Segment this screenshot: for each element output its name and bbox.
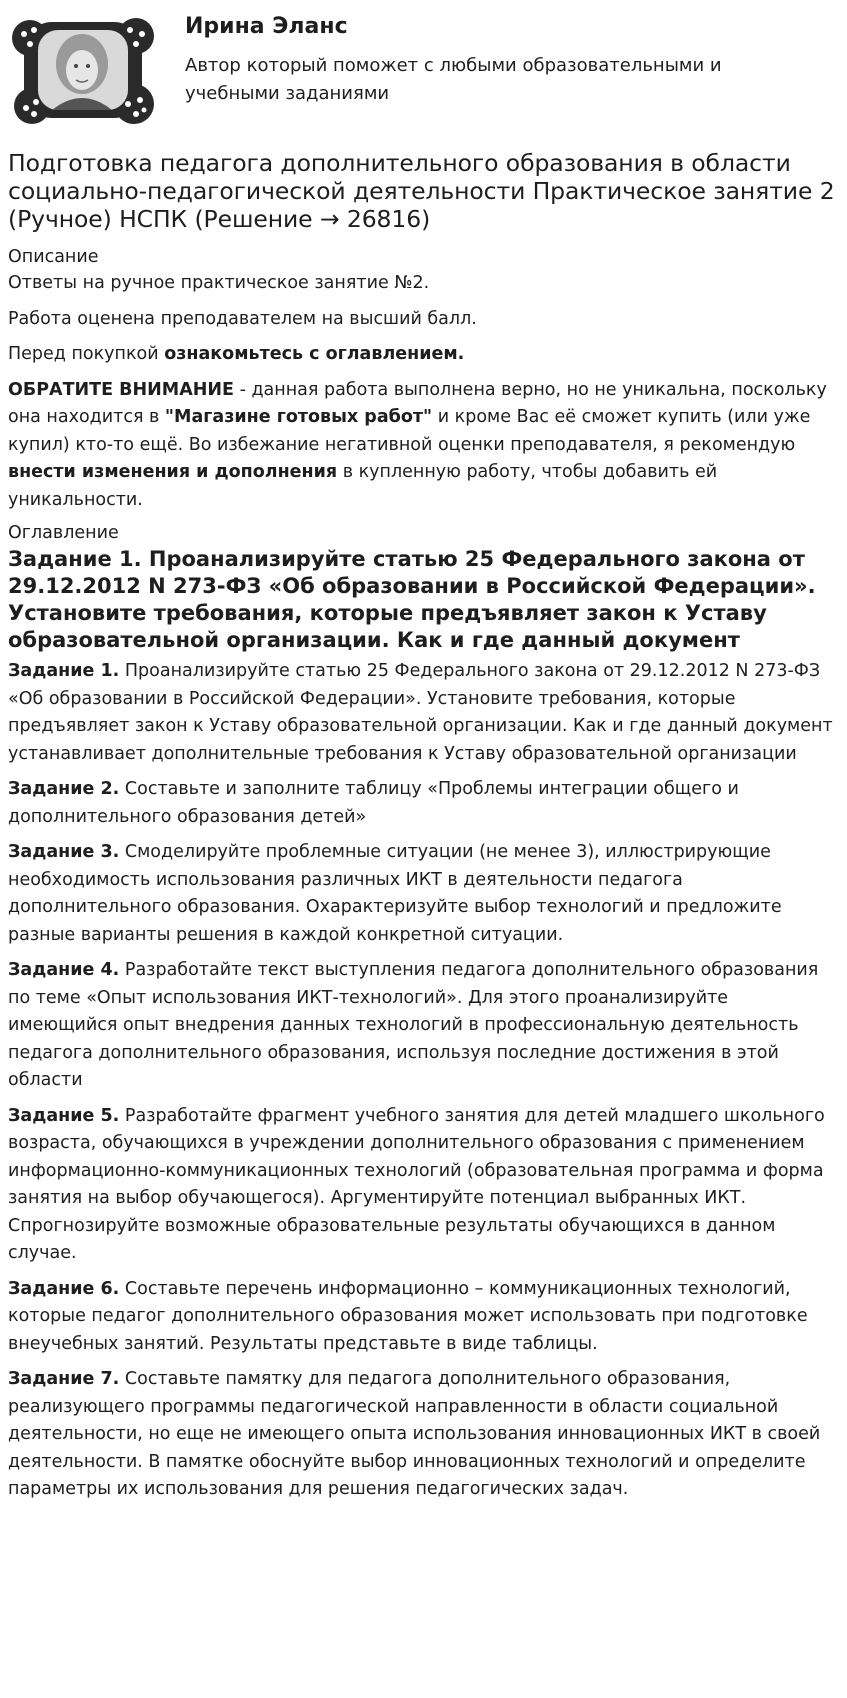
toc-heading: Задание 1. Проанализируйте статью 25 Федерального закона от 29.12.2012 N 273-ФЗ «Об образовании в Российской Федерации». Установите требования, которые предъявляет закон к Уставу образовательной организации. Как и где данный документ [8,547,816,652]
description-paragraph: Перед покупкой ознакомьтесь с оглавлением. [8,344,465,364]
description-paragraph: Ответы на ручное практическое занятие №2. [8,273,430,293]
author-avatar[interactable] [8,8,158,130]
description-label: Описание [8,247,99,267]
page-title: Подготовка педагога дополнительного образования в области социально-педагогической деятельности Практическое занятие 2 (Ручное) НСПК (Решение → 26816) [8,149,835,233]
task-item: Задание 4. Разработайте текст выступления педагога дополнительного образования по теме «Опыт использования ИКТ-технологий». Для этого проанализируйте имеющийся опыт внедрения данных технологий в профессиональную деятельность педагога дополнительного образования, используя последние достижения в этой области [8,960,819,1090]
author-description: Автор который поможет с любыми образовательными и учебными заданиями [185,55,722,104]
task-item: Задание 6. Составьте перечень информационно – коммуникационных технологий, которые педагог дополнительного образования может использовать при подготовке внеучебных занятий. Результаты представьте в виде таблицы. [8,1278,808,1354]
task-item: Задание 3. Смоделируйте проблемные ситуации (не менее 3), иллюстрирующие необходимость использования различных ИКТ в деятельности педагога дополнительного образования. Охарактеризуйте выбор технологий и предложите разные варианты решения в каждой конкретной ситуации. [8,842,782,945]
task-item: Задание 2. Составьте и заполните таблицу «Проблемы интеграции общего и дополнительного образования детей» [8,779,739,827]
task-list [8,658,839,1504]
author-name[interactable]: Ирина Эланс [185,14,348,39]
toc-label: Оглавление [8,523,119,543]
notice-paragraph: ОБРАТИТЕ ВНИМАНИЕ - данная работа выполнена верно, но не уникальна, поскольку она находится в "Магазине готовых работ" и кроме Вас её сможет купить (или уже купил) кто-то ещё. Во избежание негативной оценки преподавателя, я рекомендую внести изменения и дополнения в купленную работу, чтобы добавить ей уникальности. [8,379,827,510]
task-item: Задание 7. Составьте памятку для педагога дополнительного образования, реализующего программы педагогической направленности в области социальной деятельности, но еще не имеющего опыта использования инновационных ИКТ в своей деятельности. В памятке обоснуйте выбор инновационных технологий и определите параметры их использования для решения педагогических задач. [8,1369,821,1499]
description [8,270,839,514]
task-item: Задание 5. Разработайте фрагмент учебного занятия для детей младшего школьного возраста, обучающихся в учреждении дополнительного образования с применением информационно-коммуникационных технологий (образовательная программа и форма занятия на выбор обучающегося). Аргументируйте потенциал выбранных ИКТ. Спрогнозируйте возможные образовательные результаты обучающихся в данном случае. [8,1105,825,1263]
description-paragraph: Работа оценена преподавателем на высший балл. [8,308,477,329]
task-item: Задание 1. Проанализируйте статью 25 Федерального закона от 29.12.2012 N 273-ФЗ «Об образовании в Российской Федерации». Установите требования, которые предъявляет закон к Уставу образовательной организации. Как и где данный документ устанавливает дополнительные требования к Уставу образовательной организации [8,661,833,764]
author-card [8,0,839,132]
